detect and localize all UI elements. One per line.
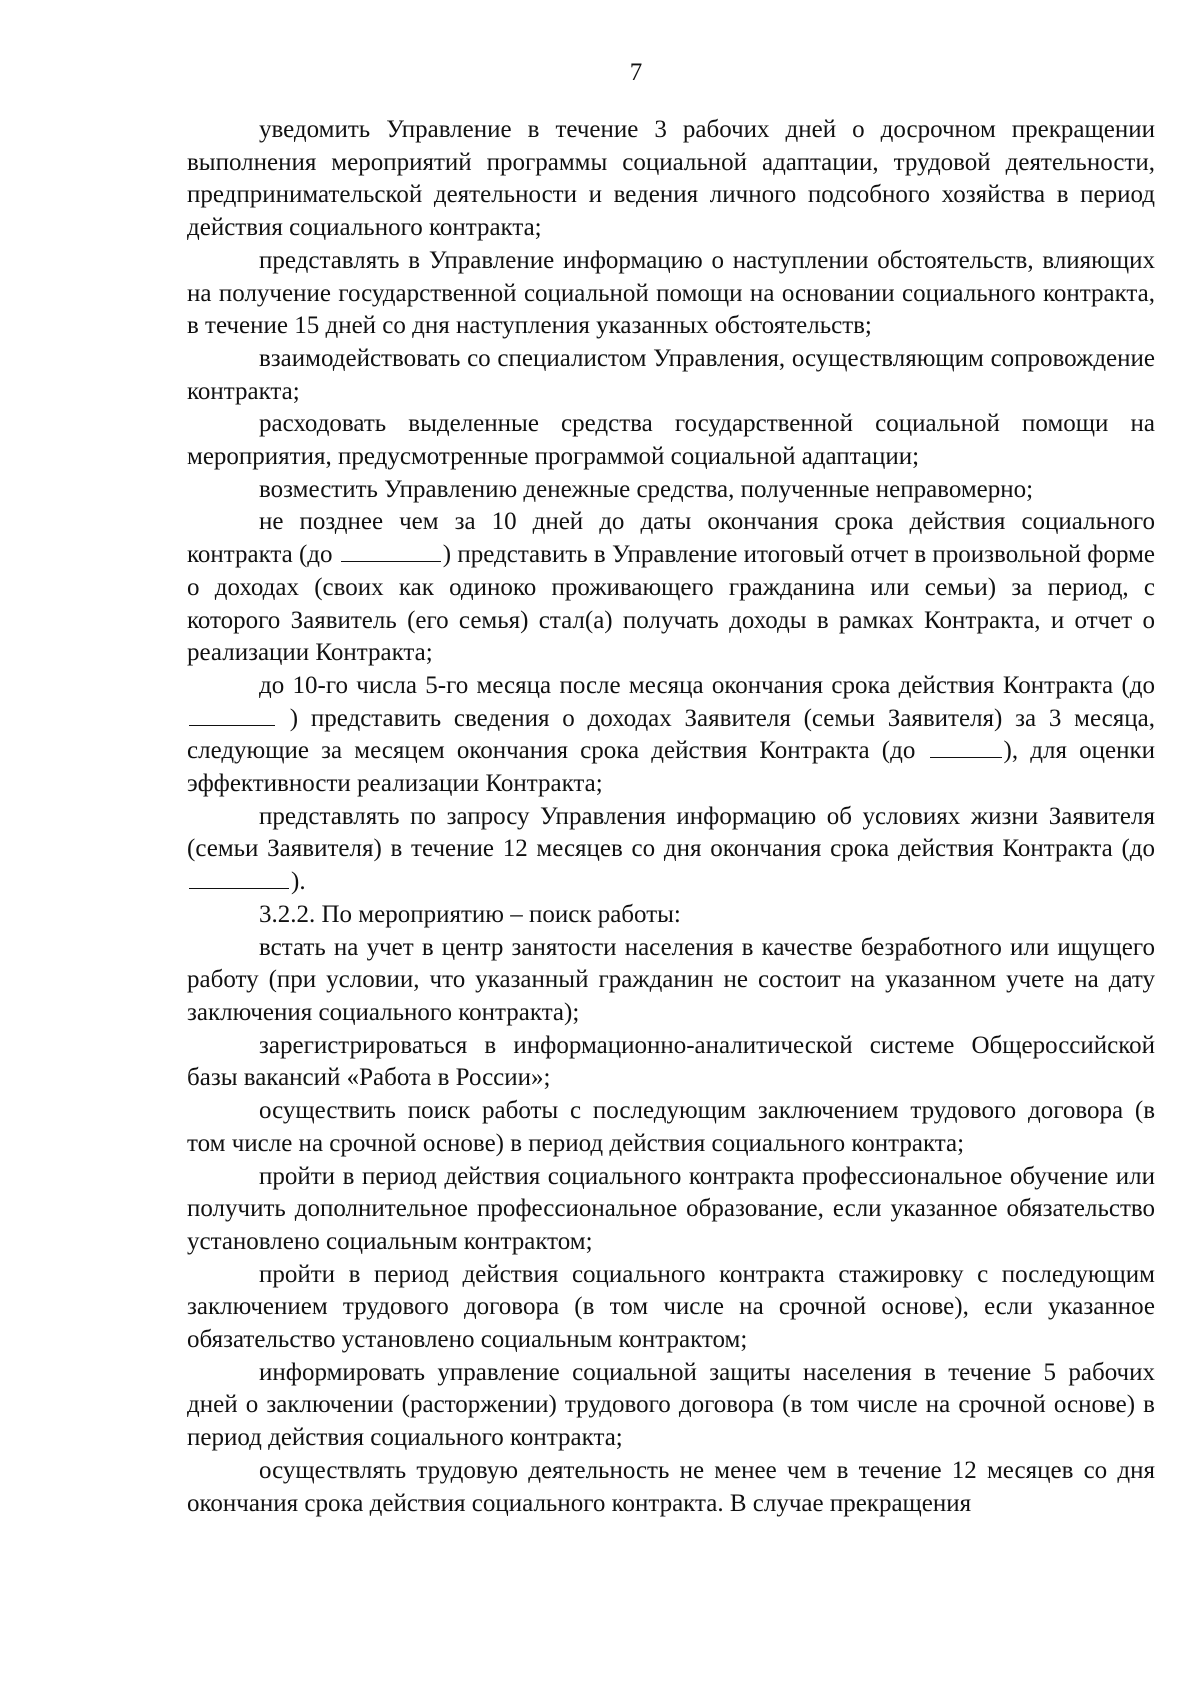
paragraph-employment-duration: осуществлять трудовую деятельность не менее чем в течение 12 месяцев со дня окончания срока действия социального контракта. В случае прекращения bbox=[187, 1456, 1155, 1517]
paragraph-notify-early-termination: уведомить Управление в течение 3 рабочих дней о досрочном прекращении выполнения мероприятий программы социальной адаптации, трудовой деятельности, предпринимательской деятельности и ведения личного подсобного хозяйства в период действия социального контракта; bbox=[187, 116, 1155, 242]
paragraph-income-info bbox=[187, 670, 1155, 801]
date-blank-income-info-2 bbox=[930, 735, 1002, 758]
paragraph-refund: возместить Управлению денежные средства, полученные неправомерно; bbox=[259, 475, 1034, 503]
income-info-text-after: ), для оценки эффективности реализации Контракта; bbox=[187, 737, 1155, 798]
income-info-text-before: до 10-го числа 5-го месяца после месяца окончания срока действия Контракта (до bbox=[259, 671, 1155, 699]
paragraph-cooperate-specialist: взаимодействовать со специалистом Управления, осуществляющим сопровождение контракта; bbox=[187, 344, 1155, 405]
paragraph-register-job-portal: зарегистрироваться в информационно-аналитической системе Общероссийской базы вакансий «Работа в России»; bbox=[187, 1031, 1155, 1092]
living-conditions-text-before: представлять по запросу Управления информацию об условиях жизни Заявителя (семьи Заявителя) в течение 12 месяцев со дня окончания срока действия Контракта (до bbox=[187, 802, 1155, 863]
paragraph-report-circumstances: представлять в Управление информацию о наступлении обстоятельств, влияющих на получение государственной социальной помощи на основании социального контракта, в течение 15 дней со дня наступления указанных обстоятельств; bbox=[187, 246, 1155, 340]
date-blank-final-report bbox=[341, 539, 441, 562]
final-report-text-before: не позднее чем за 10 дней до даты окончания срока действия социального контракта (до bbox=[187, 508, 1155, 569]
paragraph-living-conditions bbox=[187, 801, 1155, 899]
paragraph-register-employment-center: встать на учет в центр занятости населения в качестве безработного или ищущего работу (при условии, что указанный гражданин не состоит на указанном учете на дату заключения социального контракта); bbox=[187, 933, 1155, 1026]
paragraph-final-report bbox=[187, 506, 1155, 670]
paragraph-internship: пройти в период действия социального контракта стажировку с последующим заключением трудового договора (в том числе на срочной основе), если указанное обязательство установлено социальным контрактом; bbox=[187, 1260, 1155, 1354]
date-blank-income-info-1 bbox=[189, 703, 275, 726]
final-report-text-after: ) представить в Управление итоговый отчет в произвольной форме о доходах (своих как одиноко проживающего гражданина или семьи) за период, с которого Заявитель (его семья) стал(а) получать доходы в рамках Контракта, и отчет о реализации Контракта; bbox=[187, 541, 1155, 667]
section-heading-job-search: 3.2.2. По мероприятию – поиск работы: bbox=[259, 900, 681, 928]
page-number: 7 bbox=[629, 59, 643, 86]
paragraph-spend-funds: расходовать выделенные средства государственной социальной помощи на мероприятия, предусмотренные программой социальной адаптации; bbox=[187, 410, 1155, 471]
paragraph-inform-contract: информировать управление социальной защиты населения в течение 5 рабочих дней о заключении (расторжении) трудового договора (в том числе на срочной основе) в период действия социального контракта; bbox=[187, 1358, 1155, 1452]
living-conditions-text-after: ). bbox=[291, 868, 306, 896]
document-body bbox=[187, 114, 1155, 1520]
paragraph-vocational-training: пройти в период действия социального контракта профессиональное обучение или получить дополнительное профессиональное образование, если указанное обязательство установлено социальным контрактом; bbox=[187, 1162, 1155, 1255]
date-blank-living-conditions bbox=[189, 866, 289, 889]
income-info-text-middle: ) представить сведения о доходах Заявителя (семьи Заявителя) за 3 месяца, следующие за месяцем окончания срока действия Контракта (до bbox=[187, 704, 1155, 765]
paragraph-job-search: осуществить поиск работы с последующим заключением трудового договора (в том числе на срочной основе) в период действия социального контракта; bbox=[187, 1097, 1155, 1157]
